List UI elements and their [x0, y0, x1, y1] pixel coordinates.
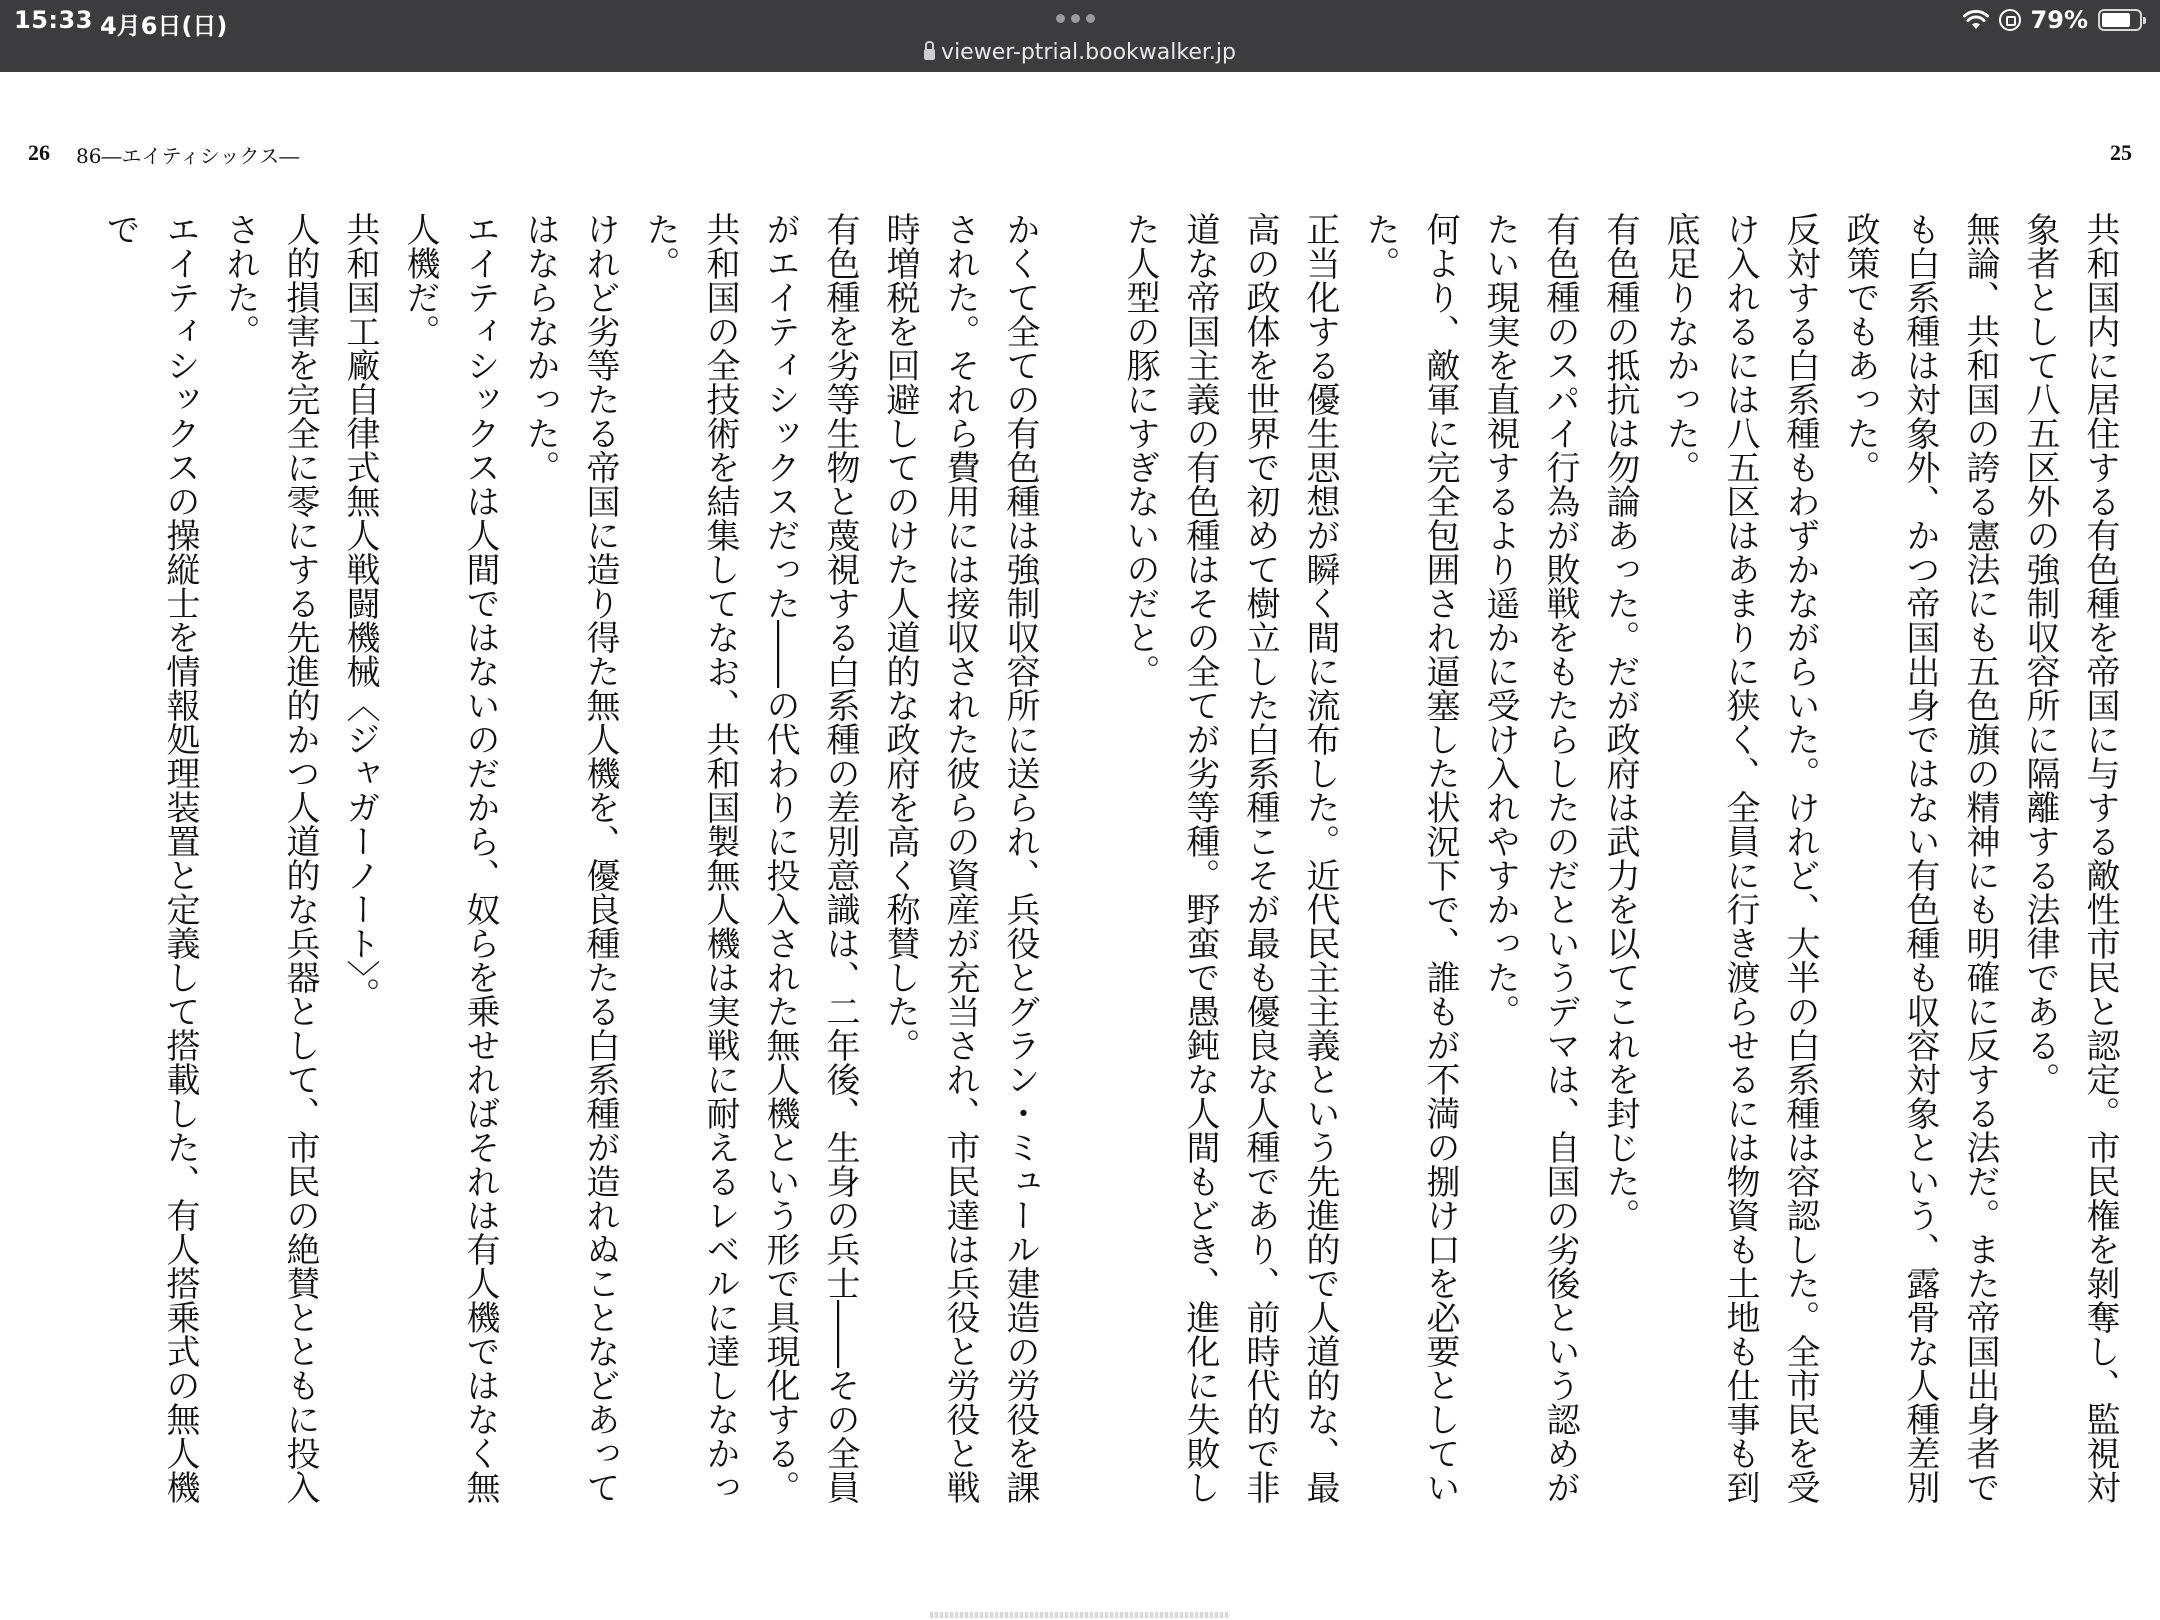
wifi-icon — [1963, 9, 1989, 31]
left-page-text[interactable] — [60, 212, 1050, 1522]
paragraph: けれど劣等たる帝国に造り得た無人機を、優良種たる白系種が造れぬことなどあってはならなかった。 — [520, 212, 620, 1504]
battery-percent: 79% — [2030, 6, 2088, 34]
paragraph: エイティシックスは人間ではないのだから、奴らを乗せればそれは有人機ではなく無人機だ。 — [400, 212, 500, 1504]
paragraph: 共和国内に居住する有色種を帝国に与する敵性市民と認定。市民権を剝奪し、監視対象者として八五区外の強制収容所に隔離する法律である。 — [2020, 212, 2120, 1504]
paragraph: 反対する白系種もわずかながらいた。けれど、大半の白系種は容認した。全市民を受け入れるには八五区はあまりに狭く、全員に行き渡らせるには物資も土地も仕事も到底足りなかった。 — [1660, 212, 1820, 1504]
address-bar[interactable] — [0, 40, 2160, 65]
paragraph: 有色種の抵抗は勿論あった。だが政府は武力を以てこれを封じた。 — [1600, 212, 1640, 1232]
status-date: 4月6日(日) — [100, 12, 228, 40]
paragraph: 有色種を劣等生物と蔑視する白系種の差別意識は、二年後、生身の兵士――その全員がエイティシックスだった――の代わりに投入された無人機という形で具現化する。 — [760, 212, 860, 1504]
multitasking-dots-icon[interactable] — [1056, 14, 1095, 23]
paragraph: 有色種のスパイ行為が敗戦をもたらしたのだというデマは、自国の劣後という認めがたい現実を直視するより遥かに受け入れやすかった。 — [1480, 212, 1580, 1504]
right-page-text[interactable] — [1120, 212, 2130, 1522]
paragraph: 何より、敵軍に完全包囲され逼塞した状況下で、誰もが不満の捌け口を必要としていた。 — [1360, 212, 1460, 1504]
url-text: viewer-ptrial.bookwalker.jp — [941, 40, 1236, 65]
paragraph: エイティシックスの操縦士を情報処理装置と定義して搭載した、有人搭乗式の無人機で — [100, 212, 200, 1504]
browser-top-bar — [0, 0, 2160, 72]
status-time: 15:33 — [14, 6, 93, 34]
paragraph: かくて全ての有色種は強制収容所に送られ、兵役とグラン・ミュール建造の労役を課された。それら費用には接収された彼らの資産が充当され、市民達は兵役と労役と戦時増税を回避してのけた人道的な政府を高く称賛した。 — [880, 212, 1040, 1504]
paragraph: 共和国工廠自律式無人戦闘機械〈ジャガーノート〉。 — [340, 212, 380, 1011]
paragraph: 人的損害を完全に零にする先進的かつ人道的な兵器として、市民の絶賛とともに投入された。 — [220, 212, 320, 1504]
paragraph: 正当化する優生思想が瞬く間に流布した。近代民主主義という先進的で人道的な、最高の政体を世界で初めて樹立した白系種こそが最も優良な人種であり、前時代的で非道な帝国主義の有色種はその全てが劣等種。野蛮で愚鈍な人間もどき、進化に失敗した人型の豚にすぎないのだと。 — [1120, 212, 1340, 1504]
status-indicators — [1963, 6, 2142, 34]
orientation-lock-icon — [1999, 9, 2021, 31]
lock-icon — [924, 49, 935, 60]
battery-fill — [2102, 13, 2130, 27]
paragraph: 共和国の全技術を結集してなお、共和国製無人機は実戦に耐えるレベルに達しなかった。 — [640, 212, 740, 1504]
running-title: 86―エイティシックス― — [76, 144, 300, 168]
home-indicator[interactable] — [930, 1612, 1230, 1618]
battery-icon — [2098, 9, 2142, 31]
left-page-number: 26 — [28, 140, 50, 165]
right-page-number: 25 — [2110, 140, 2132, 165]
paragraph: 無論、共和国の誇る憲法にも五色旗の精神にも明確に反する法だ。また帝国出身者でも白系種は対象外、かつ帝国出身ではない有色種も収容対象という、露骨な人種差別政策でもあった。 — [1840, 212, 2000, 1504]
